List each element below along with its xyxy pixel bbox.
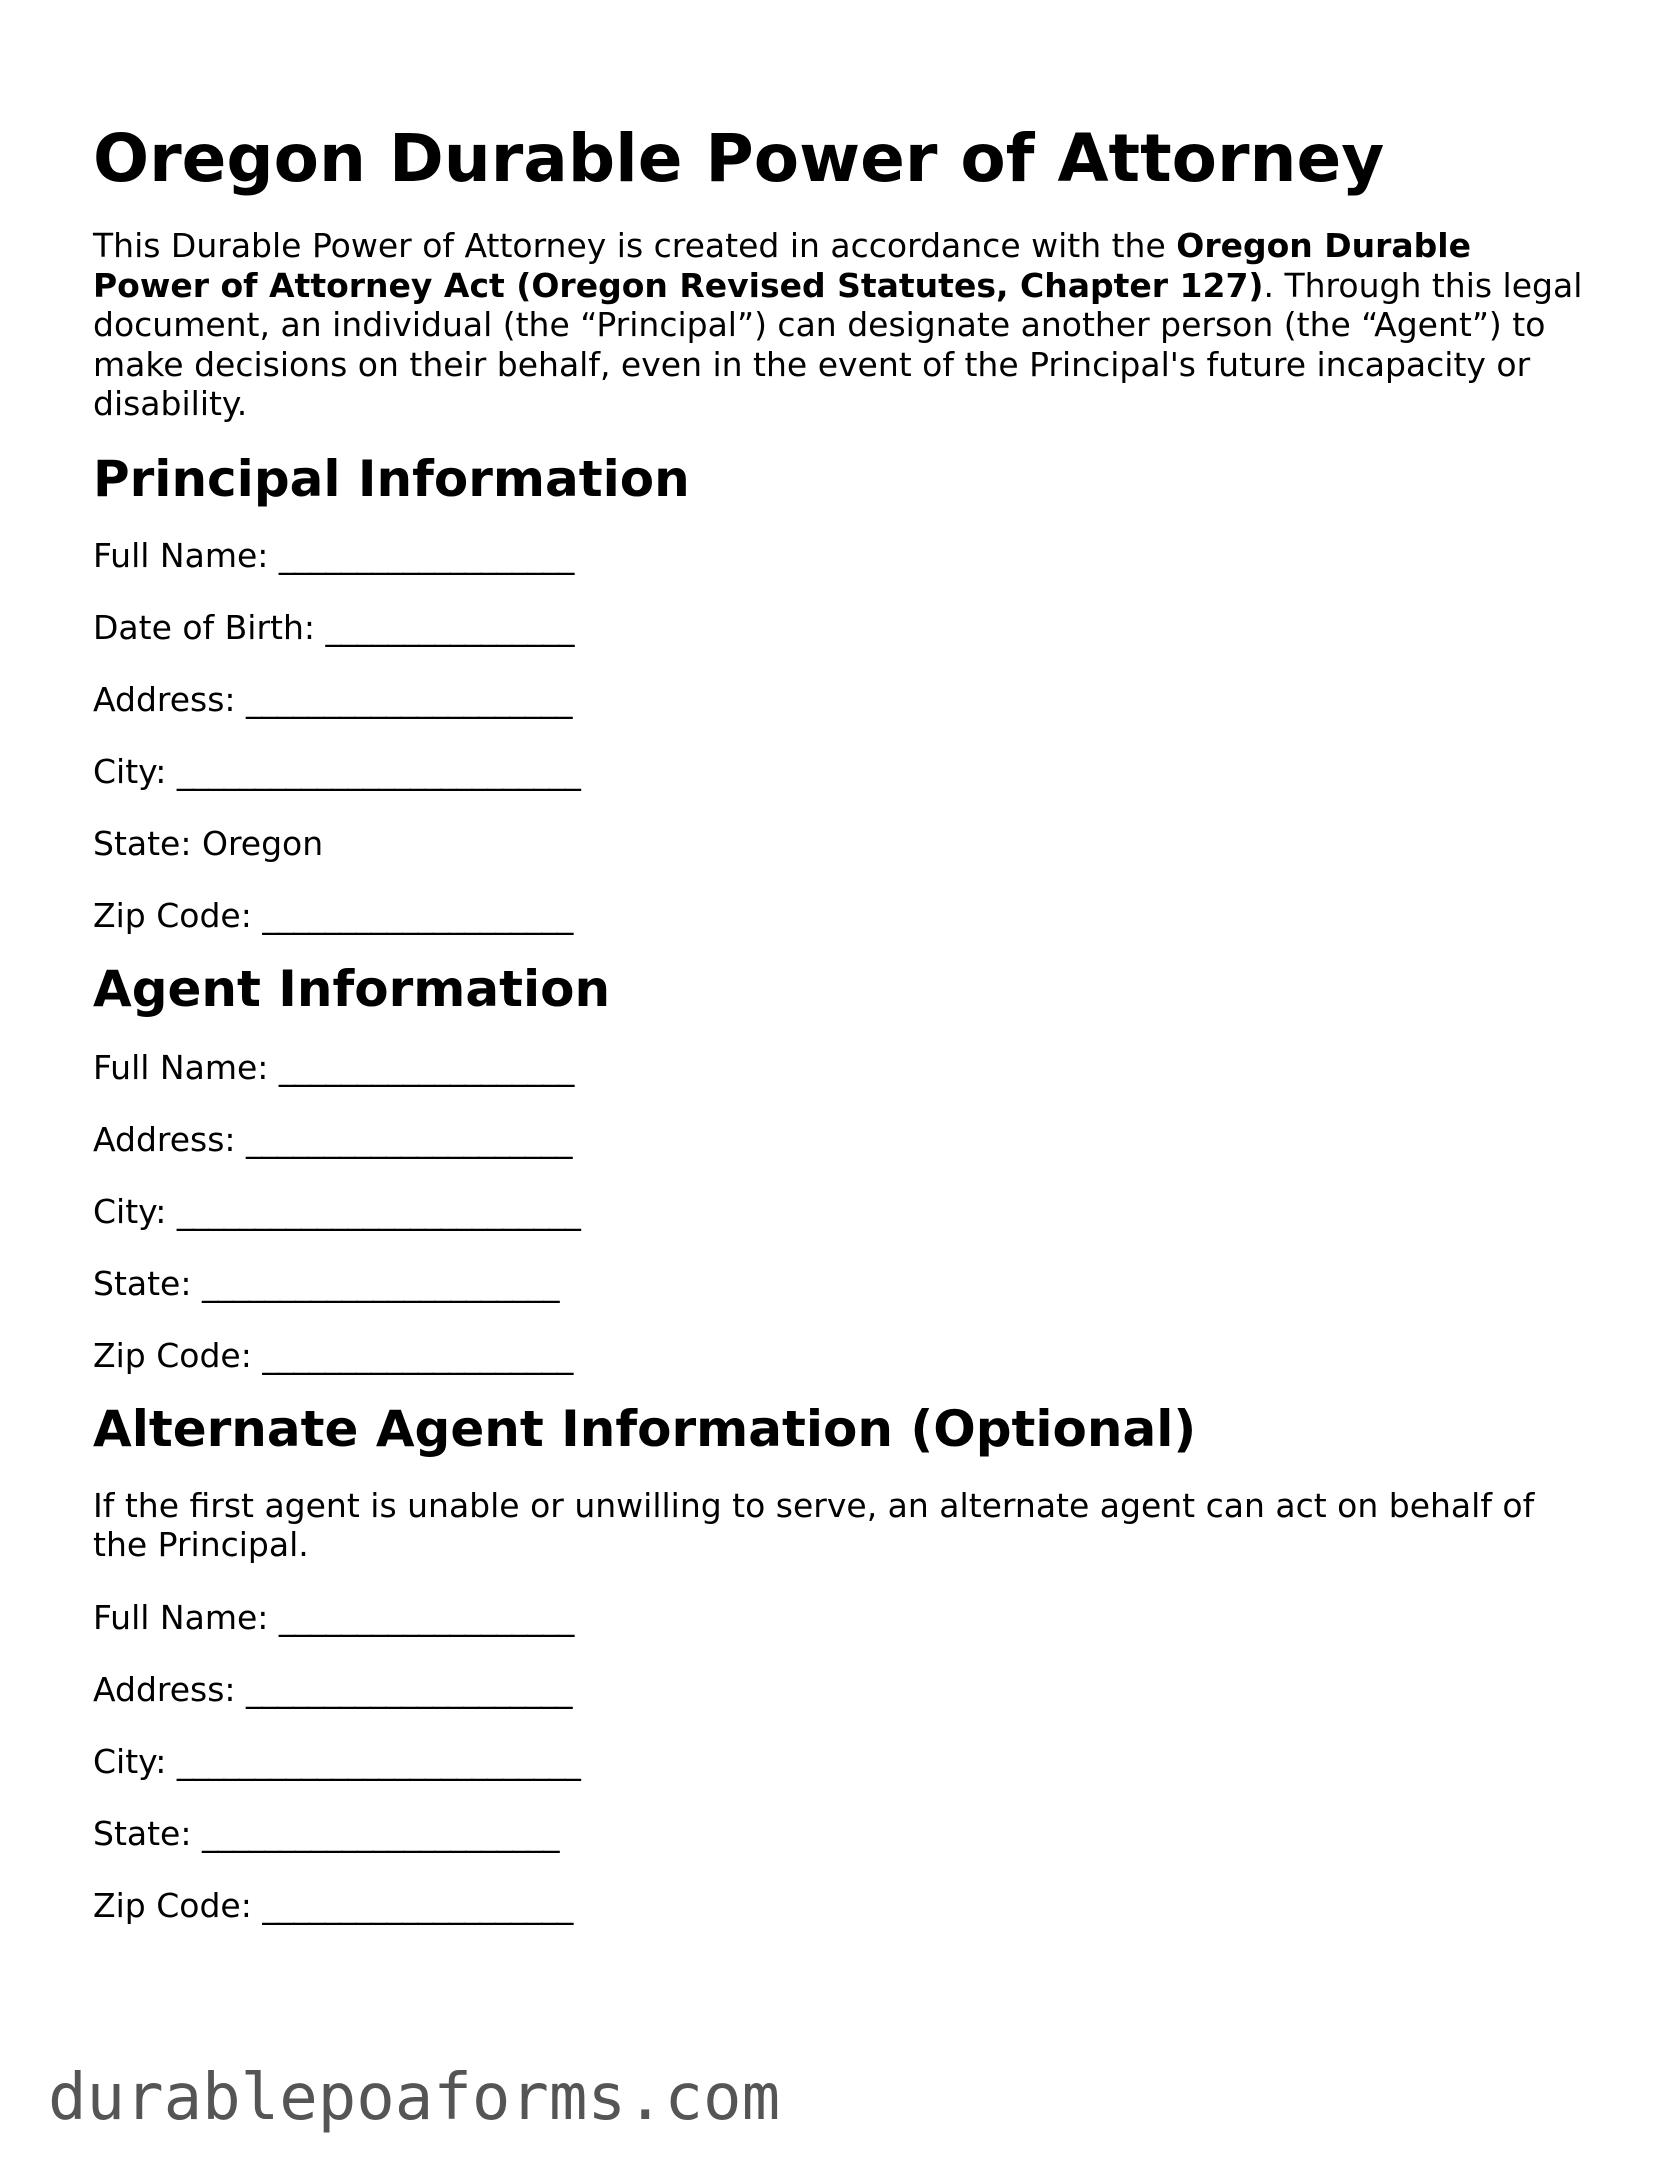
intro-text-after: . Through this legal document, an individual (the “Principal”) can designate another person (the “Agent”) to make decisions on their behalf, even in the event of the Principal's future incapacity or disability. <box>93 265 1583 423</box>
intro-paragraph <box>93 226 1593 424</box>
agent-state-field[interactable] <box>93 1264 1593 1304</box>
agent-state-blank[interactable]: _______________________ <box>201 1263 559 1303</box>
principal-full-name-label: Full Name: <box>93 535 269 575</box>
agent-address-label: Address: <box>93 1119 236 1159</box>
alternate-address-field[interactable] <box>93 1670 1593 1710</box>
alternate-full-name-blank[interactable]: ___________________ <box>278 1597 574 1637</box>
alternate-zip-code-blank[interactable]: ____________________ <box>262 1885 573 1925</box>
principal-zip-code-blank[interactable]: ____________________ <box>262 895 573 935</box>
principal-section-heading: Principal Information <box>93 449 690 508</box>
alternate-address-blank[interactable]: _____________________ <box>246 1669 572 1709</box>
principal-date-of-birth-field[interactable] <box>93 608 1593 648</box>
agent-address-field[interactable] <box>93 1120 1593 1160</box>
site-watermark: durablepoaforms.com <box>48 2061 781 2135</box>
alternate-state-label: State: <box>93 1813 192 1853</box>
alternate-state-blank[interactable]: _______________________ <box>201 1813 559 1853</box>
alternate-state-field[interactable] <box>93 1814 1593 1854</box>
principal-zip-code-label: Zip Code: <box>93 895 252 935</box>
agent-city-blank[interactable]: __________________________ <box>176 1191 580 1231</box>
alternate-city-blank[interactable]: __________________________ <box>176 1741 580 1781</box>
alternate-full-name-label: Full Name: <box>93 1597 269 1637</box>
agent-city-field[interactable] <box>93 1192 1593 1232</box>
alternate-zip-code-label: Zip Code: <box>93 1885 252 1925</box>
alternate-agent-description: If the first agent is unable or unwilling to serve, an alternate agent can act on behalf of the Principal. <box>93 1485 1535 1564</box>
principal-city-label: City: <box>93 751 167 791</box>
agent-full-name-blank[interactable]: ___________________ <box>278 1047 574 1087</box>
document-page <box>93 112 1593 1926</box>
principal-date-of-birth-blank[interactable]: ________________ <box>325 607 574 647</box>
principal-state-field <box>93 824 1593 864</box>
agent-zip-code-label: Zip Code: <box>93 1335 252 1375</box>
agent-full-name-field[interactable] <box>93 1048 1593 1088</box>
principal-zip-code-field[interactable] <box>93 896 1593 936</box>
principal-address-blank[interactable]: _____________________ <box>246 679 572 719</box>
agent-zip-code-blank[interactable]: ____________________ <box>262 1335 573 1375</box>
principal-address-field[interactable] <box>93 680 1593 720</box>
principal-address-label: Address: <box>93 679 236 719</box>
principal-state-value: Oregon <box>201 823 324 863</box>
principal-city-field[interactable] <box>93 752 1593 792</box>
principal-state-label: State: <box>93 823 192 863</box>
agent-zip-code-field[interactable] <box>93 1336 1593 1376</box>
principal-full-name-field[interactable] <box>93 536 1593 576</box>
agent-section-heading: Agent Information <box>93 959 611 1018</box>
agent-state-label: State: <box>93 1263 192 1303</box>
alternate-city-field[interactable] <box>93 1742 1593 1782</box>
alternate-agent-section-heading: Alternate Agent Information (Optional) <box>93 1399 1197 1458</box>
document-title: Oregon Durable Power of Attorney <box>93 120 1385 197</box>
alternate-address-label: Address: <box>93 1669 236 1709</box>
intro-text-before: This Durable Power of Attorney is created in accordance with the <box>93 226 1177 265</box>
alternate-zip-code-field[interactable] <box>93 1886 1593 1926</box>
alternate-full-name-field[interactable] <box>93 1598 1593 1638</box>
agent-city-label: City: <box>93 1191 167 1231</box>
principal-date-of-birth-label: Date of Birth: <box>93 607 316 647</box>
agent-full-name-label: Full Name: <box>93 1047 269 1087</box>
principal-city-blank[interactable]: __________________________ <box>176 751 580 791</box>
intro-statute-reference: Oregon Durable Power of Attorney Act (Oregon Revised Statutes, Chapter 127) <box>93 226 1471 305</box>
agent-address-blank[interactable]: _____________________ <box>246 1119 572 1159</box>
alternate-city-label: City: <box>93 1741 167 1781</box>
principal-full-name-blank[interactable]: ___________________ <box>278 535 574 575</box>
